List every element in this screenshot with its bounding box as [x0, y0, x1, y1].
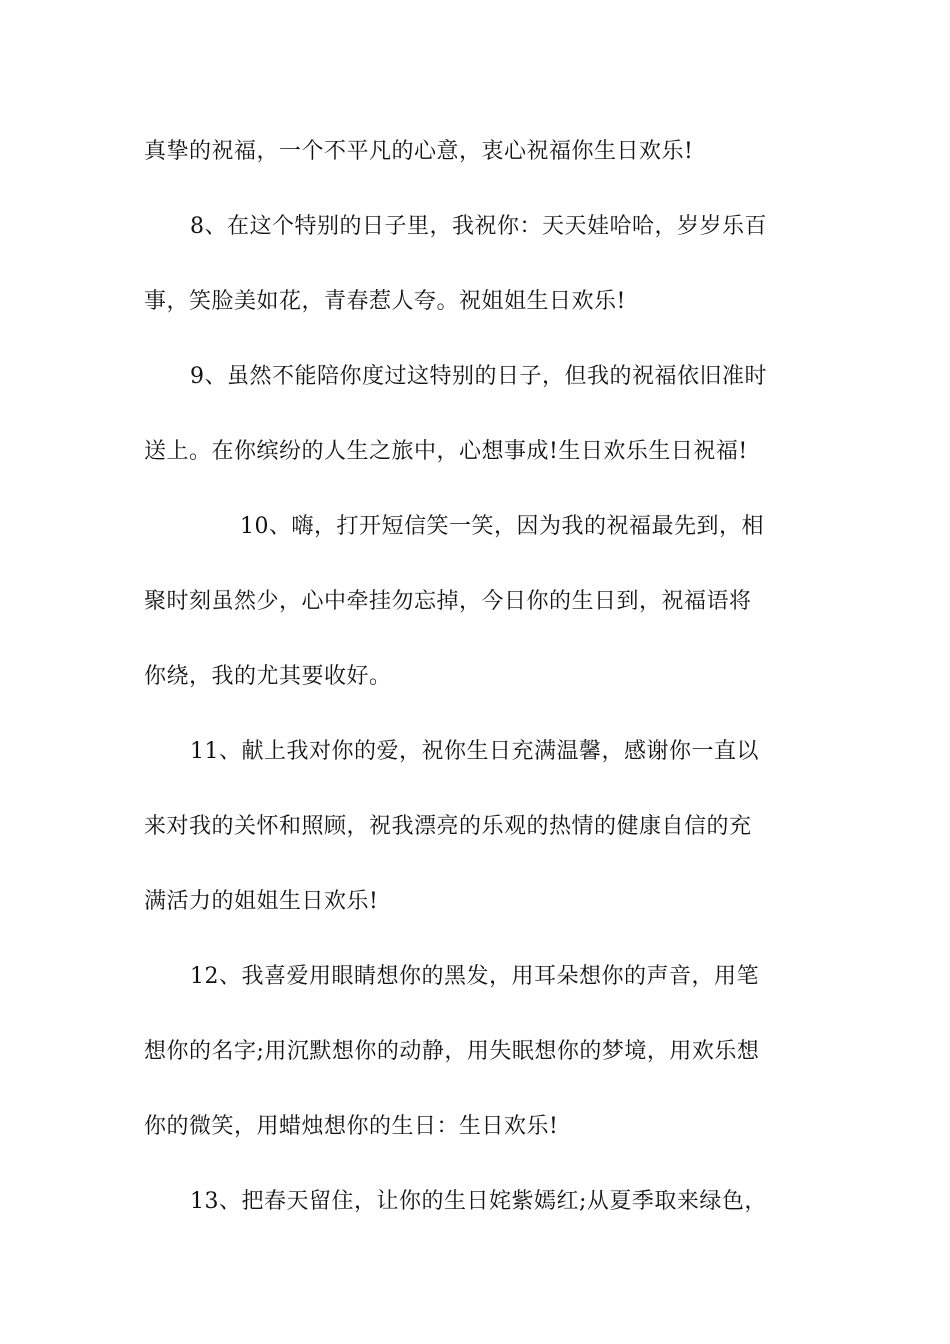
text-line: 你的微笑，用蜡烛想你的生日：生日欢乐!: [144, 1114, 559, 1139]
text-line: 满活力的姐姐生日欢乐!: [144, 889, 379, 914]
text-line: 12、我喜爱用眼睛想你的黑发，用耳朵想你的声音，用笔: [190, 964, 759, 989]
text-line: 送上。在你缤纷的人生之旅中，心想事成!生日欢乐生日祝福!: [144, 439, 748, 464]
text-line: 你绕，我的尤其要收好。: [144, 664, 392, 689]
text-line: 9、虽然不能陪你度过这特别的日子，但我的祝福依旧准时: [190, 364, 767, 389]
text-line: 13、把春天留住，让你的生日姹紫嫣红;从夏季取来绿色，: [190, 1189, 767, 1214]
text-line: 事，笑脸美如花，青春惹人夸。祝姐姐生日欢乐!: [144, 289, 626, 314]
text-line: 来对我的关怀和照顾，祝我漂亮的乐观的热情的健康自信的充: [144, 814, 752, 839]
text-line: 8、在这个特别的日子里，我祝你：天天娃哈哈，岁岁乐百: [190, 214, 767, 239]
text-line: 10、嗨，打开短信笑一笑，因为我的祝福最先到，相: [240, 514, 764, 539]
text-line: 真挚的祝福，一个不平凡的心意，衷心祝福你生日欢乐!: [144, 139, 694, 164]
text-line: 想你的名字;用沉默想你的动静，用失眠想你的梦境，用欢乐想: [144, 1039, 760, 1064]
text-line: 11、献上我对你的爱，祝你生日充满温馨，感谢你一直以: [190, 739, 759, 764]
text-line: 聚时刻虽然少，心中牵挂勿忘掉，今日你的生日到，祝福语将: [144, 589, 752, 614]
